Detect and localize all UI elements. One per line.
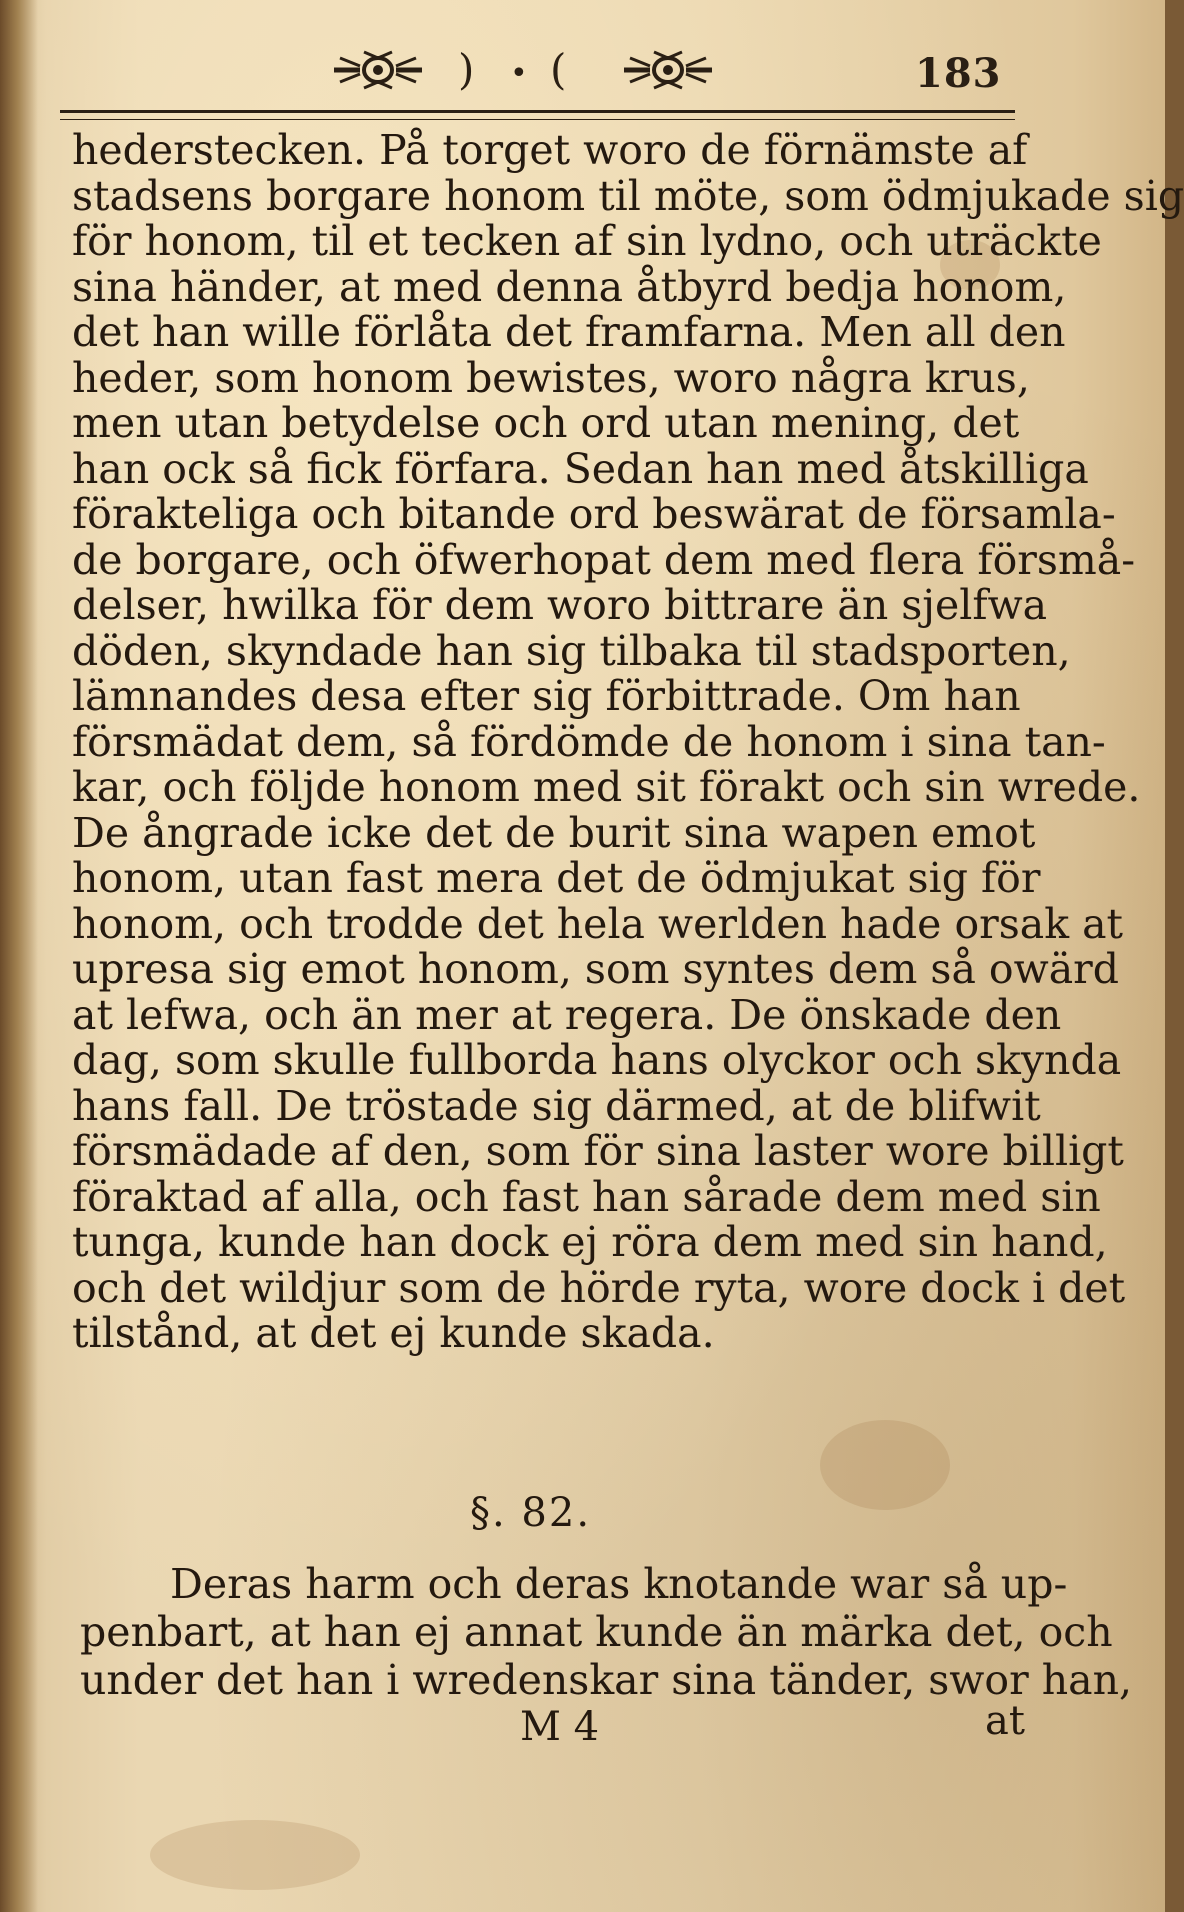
paragraph-2	[80, 1560, 1133, 1704]
text-line: tunga, kunde han dock ej röra dem med sin hand,	[72, 1218, 1108, 1266]
text-line: hederstecken. På torget woro de förnämste af	[72, 126, 1028, 174]
catchword: at	[985, 1698, 1025, 1744]
text-line: försmädat dem, så fördömde de honom i sina tan-	[72, 717, 1106, 766]
header-rule	[60, 110, 1015, 120]
paper-stain	[820, 1420, 950, 1510]
text-line: stadsens borgare honom til möte, som ödmjukade sig	[72, 171, 1184, 220]
text-line: han ock så fick förfara. Sedan han med åtskilliga	[72, 444, 1089, 493]
section-heading: §. 82.	[470, 1490, 592, 1536]
text-line: kar, och följde honom med sit förakt och sin wrede.	[72, 763, 1141, 811]
text-line: upresa sig emot honom, som syntes dem så owärd	[72, 945, 1119, 993]
text-line: föraktad af alla, och fast han sårade dem med sin	[72, 1172, 1101, 1221]
header-paren-left: )	[458, 45, 475, 94]
paper-stain	[150, 1820, 360, 1890]
text-line: under det han i wredenskar sina tänder, swor han,	[80, 1656, 1133, 1704]
text-line: honom, och trodde det hela werlden hade orsak at	[72, 899, 1124, 948]
binding-gutter	[0, 0, 38, 1912]
paragraph-1	[72, 126, 1184, 1357]
text-line: lämnandes desa efter sig förbittrade. Om han	[72, 672, 1021, 720]
text-line: försmädade af den, som för sina laster wore billigt	[72, 1127, 1124, 1175]
page-number: 183	[915, 50, 1002, 97]
text-line: döden, skyndade han sig tilbaka til stadsporten,	[72, 626, 1071, 675]
text-line: sina händer, at med denna åtbyrd bedja honom,	[72, 262, 1067, 311]
header-dot: •	[510, 56, 528, 91]
text-line: tilstånd, at det ej kunde skada.	[72, 1309, 715, 1357]
text-line: för honom, til et tecken af sin lydno, och uträckte	[72, 217, 1102, 265]
text-line: dag, som skulle fullborda hans olyckor och skynda	[72, 1036, 1122, 1084]
text-line: Deras harm och deras knotande war så up-	[170, 1560, 1068, 1608]
printer-ornament-icon	[620, 48, 716, 92]
text-line: De ångrade icke det de burit sina wapen emot	[72, 808, 1036, 857]
text-line: heder, som honom bewistes, woro några krus,	[72, 353, 1030, 402]
printer-ornament-icon	[330, 48, 426, 92]
page-header	[60, 18, 1020, 118]
text-line: honom, utan fast mera det de ödmjukat sig för	[72, 854, 1041, 902]
text-line: hans fall. De tröstade sig därmed, at de blifwit	[72, 1081, 1041, 1130]
text-line: de borgare, och öfwerhopat dem med flera försmå-	[72, 535, 1136, 584]
text-line: men utan betydelse och ord utan mening, det	[72, 399, 1020, 447]
text-line: och det wildjur som de hörde ryta, wore dock i det	[72, 1263, 1126, 1312]
text-line: det han wille förlåta det framfarna. Men all den	[72, 308, 1066, 356]
signature-mark: M 4	[520, 1704, 600, 1750]
text-line: förakteliga och bitande ord beswärat de församla-	[72, 490, 1116, 538]
text-line: delser, hwilka för dem woro bittrare än sjelfwa	[72, 581, 1048, 629]
text-line: at lefwa, och än mer at regera. De önskade den	[72, 990, 1062, 1039]
text-line: penbart, at han ej annat kunde än märka det, och	[80, 1608, 1113, 1656]
header-paren-right: (	[550, 45, 567, 94]
